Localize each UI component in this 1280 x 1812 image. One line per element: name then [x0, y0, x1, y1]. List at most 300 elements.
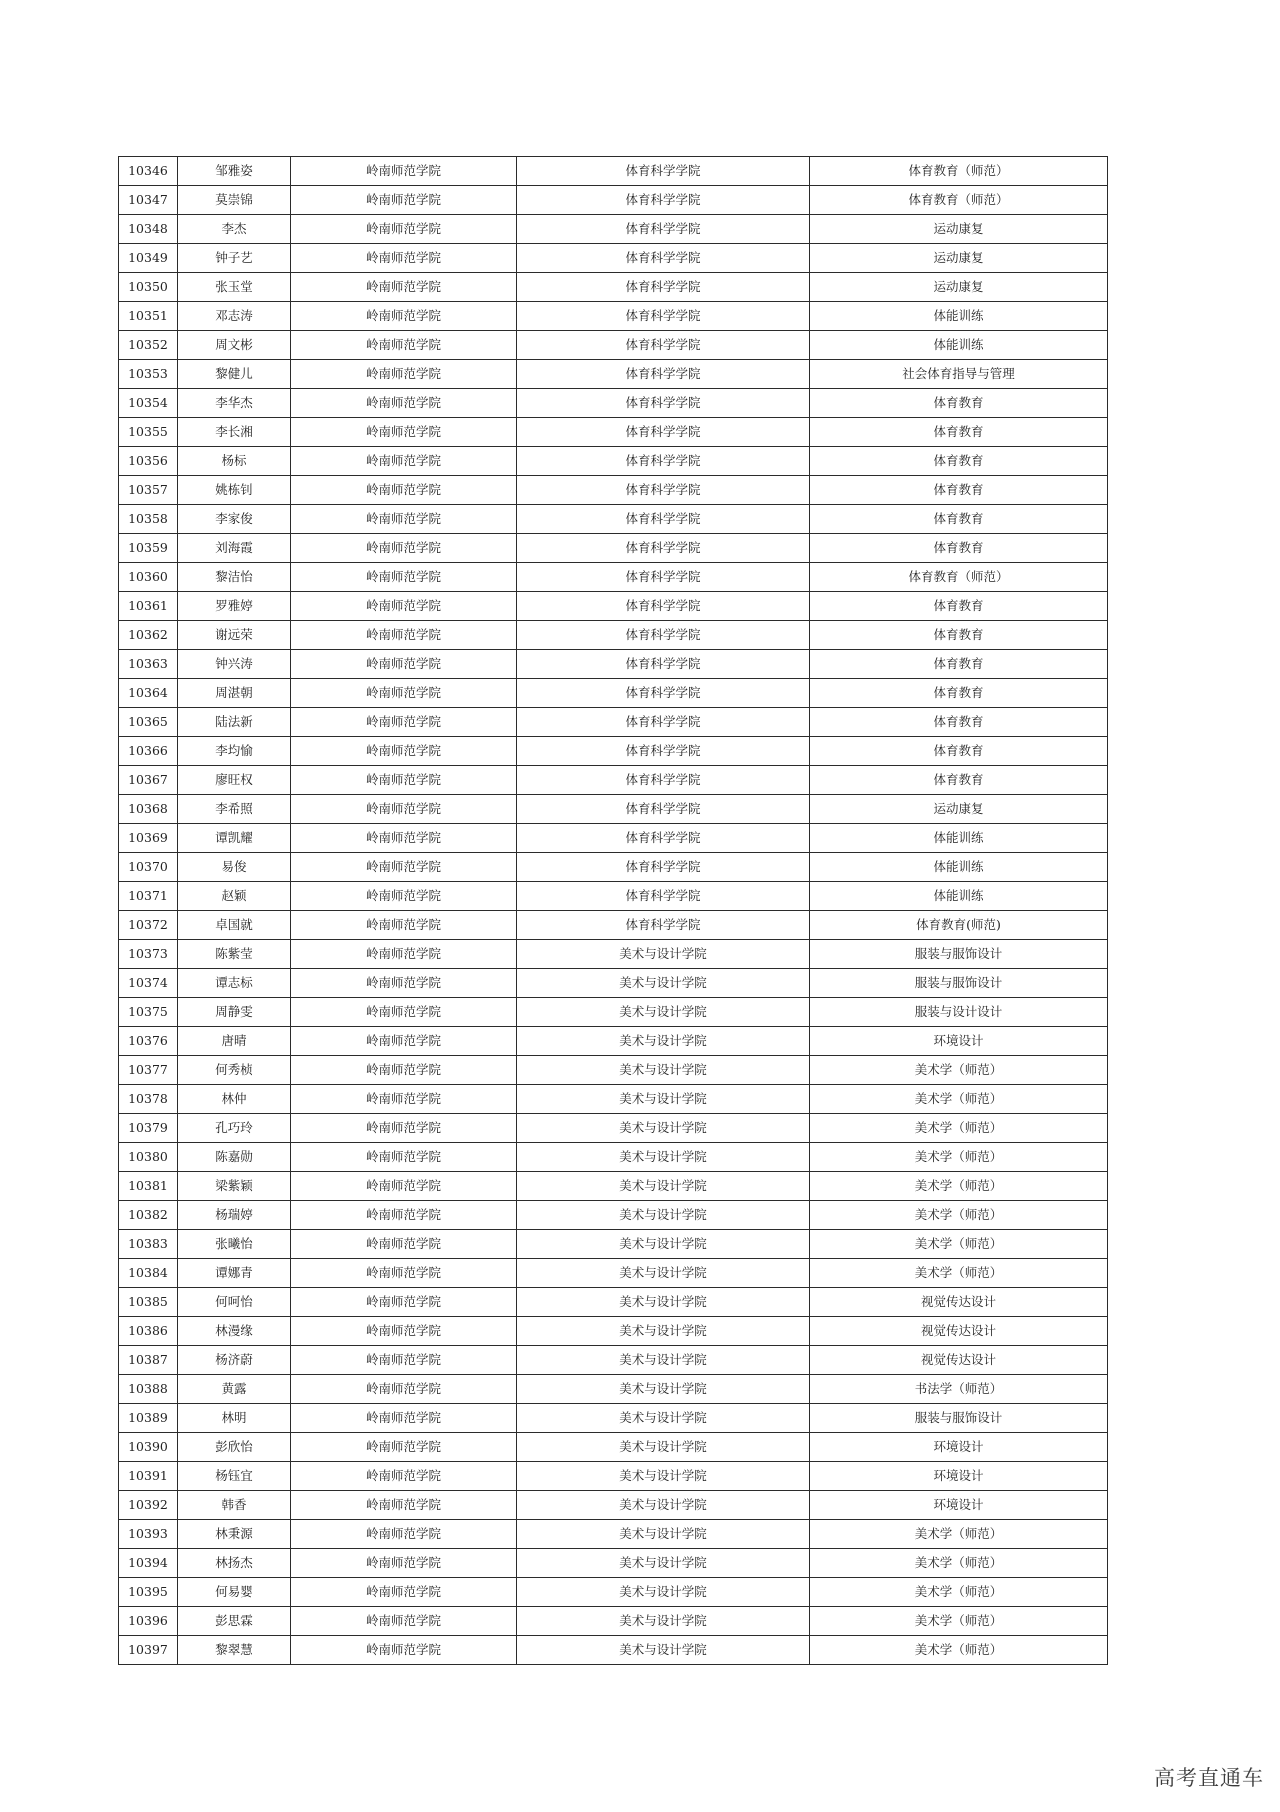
table-row	[119, 476, 1108, 505]
row-major-cell: 运动康复	[810, 244, 1108, 273]
row-major-cell: 体育教育	[810, 505, 1108, 534]
row-major-cell: 体育教育(师范)	[810, 911, 1108, 940]
row-id-cell: 10392	[119, 1491, 178, 1520]
row-major-cell: 服装与服饰设计	[810, 1404, 1108, 1433]
row-major-cell: 美术学（师范）	[810, 1172, 1108, 1201]
row-major-cell: 书法学（师范）	[810, 1375, 1108, 1404]
row-name-cell: 林仲	[178, 1085, 291, 1114]
row-major-cell: 体育教育	[810, 650, 1108, 679]
row-id-cell: 10348	[119, 215, 178, 244]
row-id-cell: 10349	[119, 244, 178, 273]
row-name-cell: 黎翠慧	[178, 1636, 291, 1665]
row-university-cell: 岭南师范学院	[291, 1230, 517, 1259]
row-university-cell: 岭南师范学院	[291, 186, 517, 215]
row-college-cell: 美术与设计学院	[517, 1578, 810, 1607]
row-id-cell: 10360	[119, 563, 178, 592]
row-id-cell: 10355	[119, 418, 178, 447]
row-major-cell: 体育教育	[810, 447, 1108, 476]
row-major-cell: 体能训练	[810, 853, 1108, 882]
row-university-cell: 岭南师范学院	[291, 911, 517, 940]
row-major-cell: 体育教育	[810, 534, 1108, 563]
row-id-cell: 10359	[119, 534, 178, 563]
row-id-cell: 10365	[119, 708, 178, 737]
row-name-cell: 杨济蔚	[178, 1346, 291, 1375]
row-name-cell: 李均愉	[178, 737, 291, 766]
row-id-cell: 10387	[119, 1346, 178, 1375]
student-table-container	[118, 156, 1107, 1665]
table-row	[119, 911, 1108, 940]
row-name-cell: 刘海霞	[178, 534, 291, 563]
row-university-cell: 岭南师范学院	[291, 505, 517, 534]
row-name-cell: 罗雅婷	[178, 592, 291, 621]
row-major-cell: 运动康复	[810, 795, 1108, 824]
table-row	[119, 969, 1108, 998]
row-university-cell: 岭南师范学院	[291, 1288, 517, 1317]
row-major-cell: 美术学（师范）	[810, 1259, 1108, 1288]
row-university-cell: 岭南师范学院	[291, 360, 517, 389]
row-id-cell: 10354	[119, 389, 178, 418]
row-name-cell: 李杰	[178, 215, 291, 244]
row-college-cell: 美术与设计学院	[517, 1462, 810, 1491]
row-name-cell: 杨瑞婷	[178, 1201, 291, 1230]
row-college-cell: 美术与设计学院	[517, 1375, 810, 1404]
table-row	[119, 331, 1108, 360]
row-id-cell: 10393	[119, 1520, 178, 1549]
row-university-cell: 岭南师范学院	[291, 882, 517, 911]
row-name-cell: 黄露	[178, 1375, 291, 1404]
table-row	[119, 679, 1108, 708]
row-name-cell: 李希照	[178, 795, 291, 824]
row-id-cell: 10383	[119, 1230, 178, 1259]
row-major-cell: 体能训练	[810, 331, 1108, 360]
row-name-cell: 陈嘉勋	[178, 1143, 291, 1172]
row-major-cell: 服装与服饰设计	[810, 940, 1108, 969]
row-id-cell: 10347	[119, 186, 178, 215]
row-university-cell: 岭南师范学院	[291, 737, 517, 766]
row-college-cell: 美术与设计学院	[517, 1114, 810, 1143]
row-name-cell: 钟兴涛	[178, 650, 291, 679]
table-row	[119, 1491, 1108, 1520]
row-university-cell: 岭南师范学院	[291, 1143, 517, 1172]
row-id-cell: 10372	[119, 911, 178, 940]
row-major-cell: 运动康复	[810, 215, 1108, 244]
row-major-cell: 体能训练	[810, 882, 1108, 911]
row-university-cell: 岭南师范学院	[291, 1433, 517, 1462]
row-name-cell: 彭思霖	[178, 1607, 291, 1636]
watermark: 高考直通车	[1154, 1766, 1264, 1790]
row-college-cell: 体育科学学院	[517, 853, 810, 882]
row-university-cell: 岭南师范学院	[291, 1404, 517, 1433]
row-college-cell: 美术与设计学院	[517, 1433, 810, 1462]
row-id-cell: 10351	[119, 302, 178, 331]
row-college-cell: 美术与设计学院	[517, 1230, 810, 1259]
student-table	[118, 156, 1108, 1665]
row-major-cell: 体育教育	[810, 418, 1108, 447]
row-college-cell: 体育科学学院	[517, 911, 810, 940]
row-major-cell: 视觉传达设计	[810, 1346, 1108, 1375]
row-college-cell: 体育科学学院	[517, 244, 810, 273]
row-id-cell: 10396	[119, 1607, 178, 1636]
table-row	[119, 1259, 1108, 1288]
row-major-cell: 体育教育（师范）	[810, 157, 1108, 186]
row-college-cell: 美术与设计学院	[517, 1201, 810, 1230]
row-major-cell: 环境设计	[810, 1433, 1108, 1462]
row-name-cell: 杨标	[178, 447, 291, 476]
row-college-cell: 体育科学学院	[517, 215, 810, 244]
row-university-cell: 岭南师范学院	[291, 940, 517, 969]
table-row	[119, 186, 1108, 215]
row-college-cell: 体育科学学院	[517, 882, 810, 911]
row-id-cell: 10389	[119, 1404, 178, 1433]
row-university-cell: 岭南师范学院	[291, 1114, 517, 1143]
row-college-cell: 体育科学学院	[517, 563, 810, 592]
row-id-cell: 10397	[119, 1636, 178, 1665]
student-table-body	[119, 157, 1108, 1665]
row-university-cell: 岭南师范学院	[291, 1027, 517, 1056]
table-row	[119, 1607, 1108, 1636]
row-university-cell: 岭南师范学院	[291, 1346, 517, 1375]
row-id-cell: 10363	[119, 650, 178, 679]
table-row	[119, 795, 1108, 824]
row-college-cell: 美术与设计学院	[517, 1520, 810, 1549]
table-row	[119, 1549, 1108, 1578]
table-row	[119, 1404, 1108, 1433]
row-name-cell: 张曦怡	[178, 1230, 291, 1259]
row-id-cell: 10358	[119, 505, 178, 534]
row-university-cell: 岭南师范学院	[291, 389, 517, 418]
row-university-cell: 岭南师范学院	[291, 534, 517, 563]
table-row	[119, 650, 1108, 679]
row-major-cell: 服装与服饰设计	[810, 969, 1108, 998]
row-university-cell: 岭南师范学院	[291, 302, 517, 331]
row-name-cell: 卓国就	[178, 911, 291, 940]
table-row	[119, 360, 1108, 389]
row-college-cell: 美术与设计学院	[517, 1549, 810, 1578]
table-row	[119, 1462, 1108, 1491]
row-college-cell: 美术与设计学院	[517, 1143, 810, 1172]
table-row	[119, 1027, 1108, 1056]
row-college-cell: 体育科学学院	[517, 360, 810, 389]
row-university-cell: 岭南师范学院	[291, 650, 517, 679]
row-college-cell: 体育科学学院	[517, 795, 810, 824]
row-name-cell: 杨钰宜	[178, 1462, 291, 1491]
row-major-cell: 体育教育	[810, 592, 1108, 621]
row-college-cell: 体育科学学院	[517, 186, 810, 215]
row-college-cell: 美术与设计学院	[517, 1259, 810, 1288]
table-row	[119, 621, 1108, 650]
table-row	[119, 766, 1108, 795]
row-university-cell: 岭南师范学院	[291, 563, 517, 592]
row-university-cell: 岭南师范学院	[291, 215, 517, 244]
row-id-cell: 10361	[119, 592, 178, 621]
row-id-cell: 10352	[119, 331, 178, 360]
table-row	[119, 215, 1108, 244]
row-major-cell: 视觉传达设计	[810, 1288, 1108, 1317]
row-id-cell: 10377	[119, 1056, 178, 1085]
row-college-cell: 美术与设计学院	[517, 1636, 810, 1665]
table-row	[119, 1172, 1108, 1201]
row-id-cell: 10381	[119, 1172, 178, 1201]
row-college-cell: 美术与设计学院	[517, 1027, 810, 1056]
row-id-cell: 10371	[119, 882, 178, 911]
row-name-cell: 周湛朝	[178, 679, 291, 708]
row-major-cell: 体育教育	[810, 476, 1108, 505]
table-row	[119, 592, 1108, 621]
row-college-cell: 体育科学学院	[517, 534, 810, 563]
table-row	[119, 1143, 1108, 1172]
table-row	[119, 1578, 1108, 1607]
row-name-cell: 李长湘	[178, 418, 291, 447]
row-name-cell: 林扬杰	[178, 1549, 291, 1578]
row-university-cell: 岭南师范学院	[291, 998, 517, 1027]
table-row	[119, 273, 1108, 302]
row-college-cell: 体育科学学院	[517, 708, 810, 737]
row-major-cell: 社会体育指导与管理	[810, 360, 1108, 389]
row-name-cell: 陈紫莹	[178, 940, 291, 969]
row-id-cell: 10386	[119, 1317, 178, 1346]
row-college-cell: 体育科学学院	[517, 679, 810, 708]
table-row	[119, 1201, 1108, 1230]
table-row	[119, 302, 1108, 331]
row-major-cell: 运动康复	[810, 273, 1108, 302]
row-id-cell: 10370	[119, 853, 178, 882]
row-major-cell: 美术学（师范）	[810, 1607, 1108, 1636]
row-college-cell: 体育科学学院	[517, 766, 810, 795]
row-name-cell: 黎洁怡	[178, 563, 291, 592]
table-row	[119, 940, 1108, 969]
row-major-cell: 环境设计	[810, 1491, 1108, 1520]
row-college-cell: 美术与设计学院	[517, 1172, 810, 1201]
row-university-cell: 岭南师范学院	[291, 157, 517, 186]
row-university-cell: 岭南师范学院	[291, 708, 517, 737]
table-row	[119, 1317, 1108, 1346]
row-university-cell: 岭南师范学院	[291, 1636, 517, 1665]
table-row	[119, 389, 1108, 418]
table-row	[119, 534, 1108, 563]
row-university-cell: 岭南师范学院	[291, 1375, 517, 1404]
row-college-cell: 体育科学学院	[517, 302, 810, 331]
row-name-cell: 邹雅姿	[178, 157, 291, 186]
row-college-cell: 体育科学学院	[517, 592, 810, 621]
row-name-cell: 谭凯耀	[178, 824, 291, 853]
table-row	[119, 447, 1108, 476]
row-id-cell: 10367	[119, 766, 178, 795]
table-row	[119, 1375, 1108, 1404]
row-name-cell: 林漫缘	[178, 1317, 291, 1346]
row-name-cell: 赵颖	[178, 882, 291, 911]
row-major-cell: 美术学（师范）	[810, 1578, 1108, 1607]
table-row	[119, 505, 1108, 534]
row-id-cell: 10388	[119, 1375, 178, 1404]
row-college-cell: 美术与设计学院	[517, 1404, 810, 1433]
table-row	[119, 1346, 1108, 1375]
row-id-cell: 10368	[119, 795, 178, 824]
row-university-cell: 岭南师范学院	[291, 592, 517, 621]
table-row	[119, 1085, 1108, 1114]
table-row	[119, 853, 1108, 882]
table-row	[119, 998, 1108, 1027]
row-name-cell: 周静雯	[178, 998, 291, 1027]
row-college-cell: 体育科学学院	[517, 273, 810, 302]
row-college-cell: 美术与设计学院	[517, 1317, 810, 1346]
row-university-cell: 岭南师范学院	[291, 273, 517, 302]
row-id-cell: 10373	[119, 940, 178, 969]
row-college-cell: 美术与设计学院	[517, 998, 810, 1027]
row-major-cell: 体育教育	[810, 708, 1108, 737]
row-major-cell: 视觉传达设计	[810, 1317, 1108, 1346]
row-name-cell: 何呵怡	[178, 1288, 291, 1317]
row-id-cell: 10369	[119, 824, 178, 853]
row-major-cell: 体育教育（师范）	[810, 563, 1108, 592]
row-id-cell: 10379	[119, 1114, 178, 1143]
row-college-cell: 美术与设计学院	[517, 1607, 810, 1636]
table-row	[119, 708, 1108, 737]
table-row	[119, 1520, 1108, 1549]
row-name-cell: 钟子艺	[178, 244, 291, 273]
row-major-cell: 体育教育	[810, 766, 1108, 795]
row-id-cell: 10384	[119, 1259, 178, 1288]
row-major-cell: 体育教育（师范）	[810, 186, 1108, 215]
row-major-cell: 体育教育	[810, 621, 1108, 650]
row-id-cell: 10357	[119, 476, 178, 505]
row-name-cell: 李家俊	[178, 505, 291, 534]
row-name-cell: 唐晴	[178, 1027, 291, 1056]
row-university-cell: 岭南师范学院	[291, 1520, 517, 1549]
table-row	[119, 1636, 1108, 1665]
row-major-cell: 服装与设计设计	[810, 998, 1108, 1027]
row-college-cell: 美术与设计学院	[517, 1056, 810, 1085]
row-id-cell: 10385	[119, 1288, 178, 1317]
row-college-cell: 体育科学学院	[517, 157, 810, 186]
row-university-cell: 岭南师范学院	[291, 447, 517, 476]
row-college-cell: 美术与设计学院	[517, 1346, 810, 1375]
row-major-cell: 美术学（师范）	[810, 1230, 1108, 1259]
row-major-cell: 体育教育	[810, 737, 1108, 766]
row-name-cell: 韩香	[178, 1491, 291, 1520]
row-university-cell: 岭南师范学院	[291, 418, 517, 447]
row-name-cell: 梁紫颖	[178, 1172, 291, 1201]
row-name-cell: 廖旺权	[178, 766, 291, 795]
row-university-cell: 岭南师范学院	[291, 853, 517, 882]
row-name-cell: 邓志涛	[178, 302, 291, 331]
row-college-cell: 体育科学学院	[517, 418, 810, 447]
row-id-cell: 10395	[119, 1578, 178, 1607]
row-id-cell: 10366	[119, 737, 178, 766]
table-row	[119, 157, 1108, 186]
row-major-cell: 环境设计	[810, 1462, 1108, 1491]
row-college-cell: 美术与设计学院	[517, 1288, 810, 1317]
row-id-cell: 10364	[119, 679, 178, 708]
row-id-cell: 10353	[119, 360, 178, 389]
row-id-cell: 10356	[119, 447, 178, 476]
table-row	[119, 418, 1108, 447]
row-university-cell: 岭南师范学院	[291, 969, 517, 998]
table-row	[119, 1230, 1108, 1259]
row-id-cell: 10382	[119, 1201, 178, 1230]
row-college-cell: 体育科学学院	[517, 505, 810, 534]
row-college-cell: 美术与设计学院	[517, 1085, 810, 1114]
row-university-cell: 岭南师范学院	[291, 795, 517, 824]
row-major-cell: 体育教育	[810, 679, 1108, 708]
row-university-cell: 岭南师范学院	[291, 1201, 517, 1230]
row-university-cell: 岭南师范学院	[291, 1056, 517, 1085]
row-name-cell: 孔巧玲	[178, 1114, 291, 1143]
row-name-cell: 何易婴	[178, 1578, 291, 1607]
row-university-cell: 岭南师范学院	[291, 679, 517, 708]
table-row	[119, 244, 1108, 273]
row-major-cell: 美术学（师范）	[810, 1143, 1108, 1172]
row-university-cell: 岭南师范学院	[291, 621, 517, 650]
row-college-cell: 体育科学学院	[517, 650, 810, 679]
row-university-cell: 岭南师范学院	[291, 331, 517, 360]
row-name-cell: 李华杰	[178, 389, 291, 418]
row-id-cell: 10391	[119, 1462, 178, 1491]
table-row	[119, 882, 1108, 911]
table-row	[119, 737, 1108, 766]
row-major-cell: 环境设计	[810, 1027, 1108, 1056]
row-major-cell: 体能训练	[810, 302, 1108, 331]
row-university-cell: 岭南师范学院	[291, 1259, 517, 1288]
row-major-cell: 美术学（师范）	[810, 1056, 1108, 1085]
row-college-cell: 体育科学学院	[517, 824, 810, 853]
row-college-cell: 体育科学学院	[517, 737, 810, 766]
row-name-cell: 黎健儿	[178, 360, 291, 389]
row-major-cell: 体能训练	[810, 824, 1108, 853]
row-id-cell: 10362	[119, 621, 178, 650]
row-major-cell: 美术学（师范）	[810, 1549, 1108, 1578]
row-name-cell: 张玉堂	[178, 273, 291, 302]
row-college-cell: 体育科学学院	[517, 621, 810, 650]
table-row	[119, 1288, 1108, 1317]
row-major-cell: 体育教育	[810, 389, 1108, 418]
row-id-cell: 10375	[119, 998, 178, 1027]
row-name-cell: 谭志标	[178, 969, 291, 998]
row-university-cell: 岭南师范学院	[291, 1491, 517, 1520]
row-university-cell: 岭南师范学院	[291, 1578, 517, 1607]
row-id-cell: 10394	[119, 1549, 178, 1578]
row-college-cell: 美术与设计学院	[517, 940, 810, 969]
row-name-cell: 谭娜青	[178, 1259, 291, 1288]
row-college-cell: 体育科学学院	[517, 389, 810, 418]
row-college-cell: 体育科学学院	[517, 476, 810, 505]
row-id-cell: 10350	[119, 273, 178, 302]
row-name-cell: 周文彬	[178, 331, 291, 360]
row-id-cell: 10376	[119, 1027, 178, 1056]
row-name-cell: 易俊	[178, 853, 291, 882]
row-college-cell: 美术与设计学院	[517, 969, 810, 998]
row-id-cell: 10378	[119, 1085, 178, 1114]
row-university-cell: 岭南师范学院	[291, 244, 517, 273]
row-name-cell: 林秉源	[178, 1520, 291, 1549]
table-row	[119, 1433, 1108, 1462]
row-id-cell: 10346	[119, 157, 178, 186]
table-row	[119, 824, 1108, 853]
row-university-cell: 岭南师范学院	[291, 824, 517, 853]
row-university-cell: 岭南师范学院	[291, 1607, 517, 1636]
row-college-cell: 体育科学学院	[517, 331, 810, 360]
row-university-cell: 岭南师范学院	[291, 1172, 517, 1201]
table-row	[119, 1114, 1108, 1143]
row-college-cell: 美术与设计学院	[517, 1491, 810, 1520]
row-id-cell: 10390	[119, 1433, 178, 1462]
row-id-cell: 10380	[119, 1143, 178, 1172]
row-university-cell: 岭南师范学院	[291, 1462, 517, 1491]
row-university-cell: 岭南师范学院	[291, 1085, 517, 1114]
row-university-cell: 岭南师范学院	[291, 476, 517, 505]
row-college-cell: 体育科学学院	[517, 447, 810, 476]
row-name-cell: 林明	[178, 1404, 291, 1433]
row-major-cell: 美术学（师范）	[810, 1085, 1108, 1114]
